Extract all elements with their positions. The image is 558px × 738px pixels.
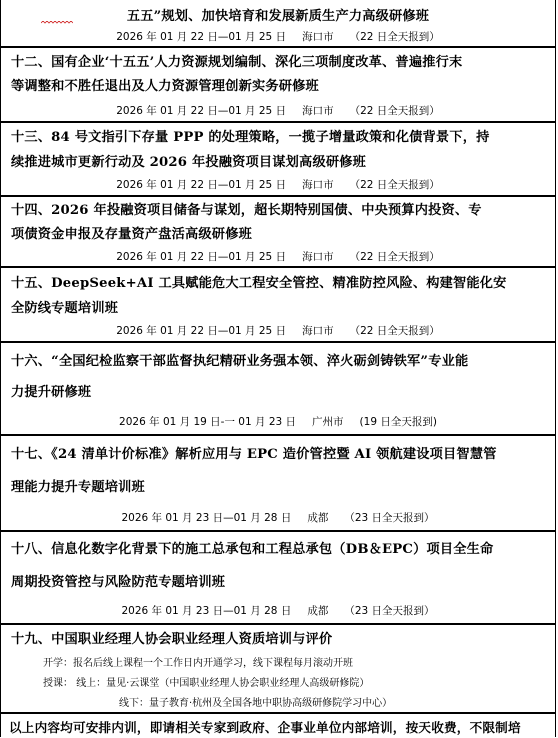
section-date-row: 2026 年 01 月 22 日—01 月 25 日 海口市 （22 日全天报到） xyxy=(116,31,440,43)
spellcheck-underline xyxy=(41,21,73,24)
section-title-line: 十六、“全国纪检监察干部监督执纪精研业务强本领、淬火砺剑铸铁军”专业能 xyxy=(11,354,469,369)
section-title-line: 十三、84 号文指引下存量 PPP 的处理策略，一揽子增量政策和化债背景下，持 xyxy=(11,130,490,145)
section-date-row: 2026 年 01 月 23 日—01 月 28 日 成都 （23 日全天报到） xyxy=(121,512,435,524)
divider xyxy=(1,712,555,714)
divider xyxy=(1,530,555,532)
section-date-row: 2026 年 01 月 22 日—01 月 25 日 海口市 （22 日全天报到） xyxy=(116,179,440,191)
section-title-line: 项债资金申报及存量资产盘活高级研修班 xyxy=(11,227,252,242)
section-date-row: 2026 年 01 月 19 日-一 01 月 23 日 广州市 (19 日全天报到) xyxy=(119,416,437,428)
section-title-line: 周期投资管控与风险防范专题培训班 xyxy=(11,575,226,590)
section-title-line: 五五”规划、加快培育和发展新质生产力高级研修班 xyxy=(126,9,430,24)
section-title-line: 十七、《24 清单计价标准》解析应用与 EPC 造价管控暨 AI 领航建设项目智慧管 xyxy=(11,447,497,462)
section-title-line: 十五、DeepSeek+AI 工具赋能危大工程安全管控、精准防控风险、构建智能化安 xyxy=(11,276,507,291)
divider xyxy=(1,46,555,48)
section-date-row: 2026 年 01 月 22 日—01 月 25 日 海口市 （22 日全天报到） xyxy=(116,105,440,117)
section-title-line: 十四、2026 年投融资项目储备与谋划，超长期特别国债、中央预算内投资、专 xyxy=(11,203,482,218)
divider xyxy=(1,266,555,268)
section-title-line: 十二、国有企业‘十五五’人力资源规划编制、深化三项制度改革、普遍推行末 xyxy=(11,55,463,70)
online-teaching-info: 授课： 线上：量见·云课堂（中国职业经理人协会职业经理人高级研修院） xyxy=(43,678,370,689)
section-date-row: 2026 年 01 月 22 日—01 月 25 日 海口市 （22 日全天报到） xyxy=(116,251,440,263)
footer-note: 以上内容均可安排内训，即请相关专家到政府、企事业单位内部培训，按天收费，不限制培 xyxy=(9,720,521,735)
divider xyxy=(1,623,555,625)
section-title-line: 续推进城市更新行动及 2026 年投融资项目谋划高级研修班 xyxy=(11,155,366,170)
section-date-row: 2026 年 01 月 22 日—01 月 25 日 海口市 （22 日全天报到） xyxy=(116,325,440,337)
divider xyxy=(1,195,555,197)
section-title-line: 等调整和不胜任退出及人力资源管理创新实务研修班 xyxy=(11,79,319,94)
section-date-row: 2026 年 01 月 23 日—01 月 28 日 成都 （23 日全天报到） xyxy=(121,605,435,617)
offline-teaching-info: 线下：量子教育·杭州及全国各地中职协高级研修院学习中心） xyxy=(119,698,393,709)
section-title-line: 全防线专题培训班 xyxy=(11,301,119,316)
start-info: 开学：报名后线上课程一个工作日内开通学习，线下课程每月滚动开班 xyxy=(43,658,353,669)
section-title-line: 十八、信息化数字化背景下的施工总承包和工程总承包（DB＆EPC）项目全生命 xyxy=(11,542,494,557)
section-title-line: 力提升研修班 xyxy=(11,385,92,400)
section-title-line: 理能力提升专题培训班 xyxy=(11,480,145,495)
divider xyxy=(1,121,555,123)
divider xyxy=(1,434,555,436)
divider xyxy=(1,341,555,343)
section-title-line: 十九、中国职业经理人协会职业经理人资质培训与评价 xyxy=(11,632,333,647)
